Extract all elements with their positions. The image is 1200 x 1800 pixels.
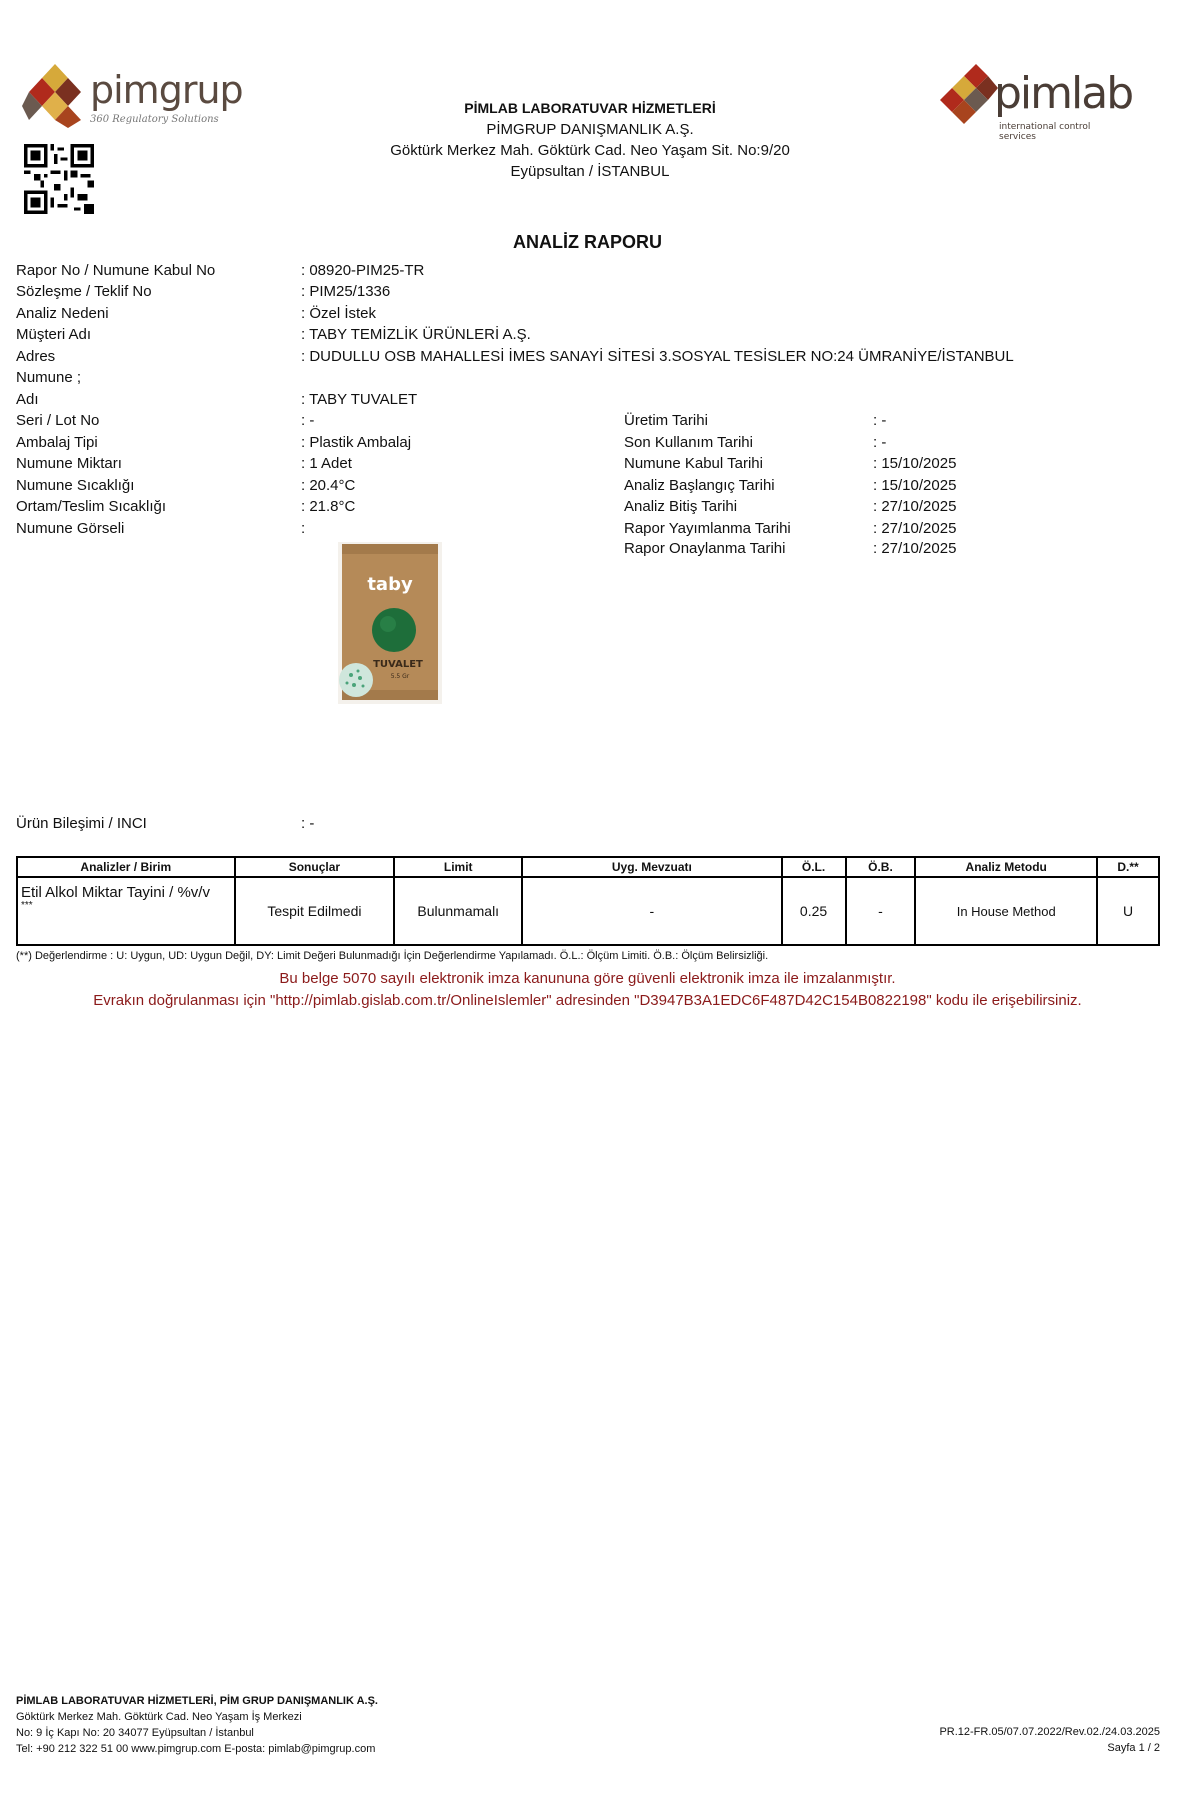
header-limit: Limit: [394, 857, 522, 877]
footer-company: PİMLAB LABORATUVAR HİZMETLERİ, PİM GRUP DANIŞMANLIK A.Ş.: [16, 1695, 378, 1707]
adi-label: Adı: [16, 391, 39, 408]
uretim-value: : -: [873, 412, 887, 429]
sample-weight-text: 5.5 Gr: [390, 673, 410, 680]
bilesim-value: : -: [301, 815, 315, 832]
analiz-name: Etil Alkol Miktar Tayini / %v/v: [21, 884, 210, 901]
baslangic-label: Analiz Başlangıç Tarihi: [624, 477, 775, 494]
signature-note: Bu belge 5070 sayılı elektronik imza kanununa göre güvenli elektronik imza ile imzalanmıştır.: [279, 970, 896, 987]
musteri-label: Müşteri Adı: [16, 326, 92, 343]
pimgrup-logo: [22, 62, 243, 132]
table-header-row: [17, 857, 1159, 877]
uretim-label: Üretim Tarihi: [624, 412, 708, 429]
sozlesme-label: Sözleşme / Teklif No: [16, 283, 152, 300]
header-ol: Ö.L.: [782, 857, 846, 877]
lab-header: [330, 98, 850, 182]
cell-analiz: [17, 877, 235, 945]
son-kullanim-value: : -: [873, 434, 887, 451]
miktar-label: Numune Miktarı: [16, 455, 122, 472]
pimgrup-wordmark: pimgrup: [90, 68, 243, 112]
footer-address-line1: Göktürk Merkez Mah. Göktürk Cad. Neo Yaşam İş Merkezi: [16, 1711, 302, 1723]
header-sonuclar: Sonuçlar: [235, 857, 395, 877]
header-metot: Analiz Metodu: [915, 857, 1097, 877]
cell-d: U: [1097, 877, 1159, 945]
lab-address: Göktürk Merkez Mah. Göktürk Cad. Neo Yaşam Sit. No:9/20: [390, 142, 790, 159]
kabul-tarihi-value: : 15/10/2025: [873, 455, 957, 472]
evaluation-footnote: (**) Değerlendirme : U: Uygun, UD: Uygun Değil, DY: Limit Değeri Bulunmadığı İçin Değerlendirme Yapılamadı. Ö.L.: Ölçüm Limiti. Ö.B.: Ölçüm Belirsizliği.: [16, 950, 769, 962]
cell-sonuc: Tespit Edilmedi: [235, 877, 395, 945]
footer-page-number: Sayfa 1 / 2: [1107, 1742, 1160, 1754]
sample-brand-text: taby: [367, 574, 413, 595]
bitis-value: : 27/10/2025: [873, 498, 957, 515]
yayimlanma-value: : 27/10/2025: [873, 520, 957, 537]
footer-doc-code: PR.12-FR.05/07.07.2022/Rev.02./24.03.2025: [939, 1726, 1160, 1738]
pimlab-logo: [936, 60, 1133, 142]
yayimlanma-label: Rapor Yayımlanma Tarihi: [624, 520, 791, 537]
analiz-nedeni-value: : Özel İstek: [301, 305, 377, 322]
gorsel-value: :: [301, 520, 306, 537]
numune-section-label: Numune ;: [16, 369, 82, 386]
cell-limit: Bulunmamalı: [394, 877, 522, 945]
seri-value: : -: [301, 412, 315, 429]
pimgrup-mark-icon: [22, 62, 88, 128]
ambalaj-value: : Plastik Ambalaj: [301, 434, 412, 451]
adi-value: : TABY TUVALET: [301, 391, 418, 408]
rapor-no-label: Rapor No / Numune Kabul No: [16, 262, 216, 279]
verification-note: Evrakın doğrulanması için "http://pimlab.gislab.com.tr/OnlineIslemler" adresinden "D3947B3A1EDC6F487D42C154B0822198" kodu ile erişebilirsiniz.: [93, 992, 1082, 1009]
lab-city: Eyüpsultan / İSTANBUL: [510, 163, 670, 180]
header-ob: Ö.B.: [846, 857, 916, 877]
pimlab-wordmark: pimlab: [994, 68, 1133, 119]
footer-doc-info: [939, 1724, 1160, 1756]
report-title: ANALİZ RAPORU: [513, 232, 662, 252]
bilesim-label: Ürün Bileşimi / INCI: [16, 815, 147, 832]
pimgrup-tagline: 360 Regulatory Solutions: [90, 114, 219, 125]
adres-label: Adres: [16, 348, 56, 365]
gorsel-label: Numune Görseli: [16, 520, 125, 537]
header-analizler: Analizler / Birim: [17, 857, 235, 877]
miktar-value: : 1 Adet: [301, 455, 352, 472]
baslangic-value: : 15/10/2025: [873, 477, 957, 494]
footer-address: [16, 1693, 378, 1757]
table-row: [17, 877, 1159, 945]
cell-mevzuat: -: [522, 877, 781, 945]
bitis-label: Analiz Bitiş Tarihi: [624, 498, 738, 515]
cell-metot: In House Method: [915, 877, 1097, 945]
pimlab-mark-icon: [936, 62, 998, 128]
sample-product-text: TUVALET: [373, 659, 423, 670]
onaylanma-value: : 27/10/2025: [873, 540, 957, 557]
analiz-suffix: ***: [21, 900, 33, 911]
cell-ob: -: [846, 877, 916, 945]
sicaklik-value: : 20.4°C: [301, 477, 356, 494]
sozlesme-value: : PIM25/1336: [301, 283, 391, 300]
ortam-value: : 21.8°C: [301, 498, 356, 515]
adres-value: : DUDULLU OSB MAHALLESİ İMES SANAYİ SİTESİ 3.SOSYAL TESİSLER NO:24 ÜMRANİYE/İSTANBUL: [301, 348, 1014, 365]
sample-photo: [338, 542, 442, 704]
results-table: [16, 856, 1160, 946]
sicaklik-label: Numune Sıcaklığı: [16, 477, 135, 494]
seri-label: Seri / Lot No: [16, 412, 100, 429]
company-name: PİMGRUP DANIŞMANLIK A.Ş.: [486, 121, 694, 138]
footer-address-line2: No: 9 İç Kapı No: 20 34077 Eyüpsultan / İstanbul: [16, 1727, 254, 1739]
ambalaj-label: Ambalaj Tipi: [16, 434, 98, 451]
analiz-nedeni-label: Analiz Nedeni: [16, 305, 109, 322]
kabul-tarihi-label: Numune Kabul Tarihi: [624, 455, 763, 472]
lab-name: PİMLAB LABORATUVAR HİZMETLERİ: [464, 100, 716, 116]
onaylanma-label: Rapor Onaylanma Tarihi: [624, 540, 786, 557]
header-degerlendirme: D.**: [1097, 857, 1159, 877]
header-mevzuat: Uyg. Mevzuatı: [522, 857, 781, 877]
musteri-value: : TABY TEMİZLİK ÜRÜNLERİ A.Ş.: [301, 326, 531, 343]
rapor-no-value: : 08920-PIM25-TR: [301, 262, 425, 279]
cell-ol: 0.25: [782, 877, 846, 945]
footer-contact: Tel: +90 212 322 51 00 www.pimgrup.com E-posta: pimlab@pimgrup.com: [16, 1743, 376, 1755]
son-kullanim-label: Son Kullanım Tarihi: [624, 434, 753, 451]
qr-code: [24, 144, 94, 214]
ortam-label: Ortam/Teslim Sıcaklığı: [16, 498, 167, 515]
pimlab-tagline: international control services: [999, 122, 1091, 142]
